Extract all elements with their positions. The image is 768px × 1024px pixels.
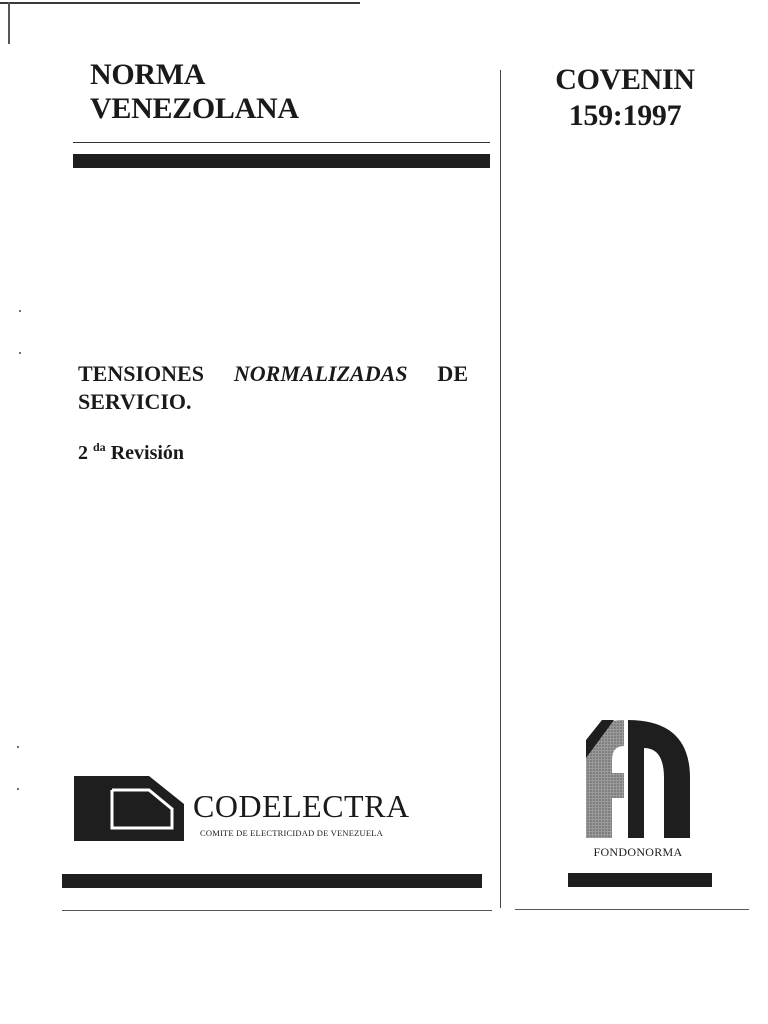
revision-word: Revisión [110, 442, 185, 464]
codelectra-logo-icon [74, 776, 184, 841]
norma-venezolana-heading [90, 58, 299, 126]
footer-rule [515, 909, 749, 910]
scan-speck [17, 788, 19, 790]
scan-edge [8, 2, 10, 44]
divider-rule [73, 142, 490, 143]
scan-edge [0, 2, 360, 4]
fondonorma-name: FONDONORMA [593, 845, 683, 859]
scan-speck [17, 746, 19, 748]
scan-speck [19, 310, 21, 312]
revision-number: 2 [78, 442, 88, 464]
code-label: COVENIN [555, 63, 695, 96]
code-number: 159:1997 [568, 99, 682, 132]
footer-rule [62, 910, 492, 911]
scan-speck [19, 352, 21, 354]
title-part-1: TENSIONES [78, 361, 234, 386]
fondonorma-logo-icon [584, 718, 692, 838]
codelectra-name: CODELECTRA [193, 788, 410, 824]
footer-bar [568, 873, 712, 887]
header-bar [73, 154, 490, 168]
column-divider [500, 70, 501, 908]
codelectra-subtitle: COMITE DE ELECTRICIDAD DE VENEZUELA [200, 828, 383, 838]
covenin-code [540, 62, 710, 134]
title-part-3: DE SERVICIO. [78, 361, 468, 414]
title-part-2: NORMALIZADAS [233, 361, 408, 386]
heading-line-1: NORMA [90, 58, 206, 91]
document-title [78, 360, 468, 416]
revision-label [78, 440, 184, 465]
heading-line-2: VENEZOLANA [90, 92, 299, 125]
revision-ordinal: da [93, 440, 106, 454]
footer-bar [62, 874, 482, 888]
